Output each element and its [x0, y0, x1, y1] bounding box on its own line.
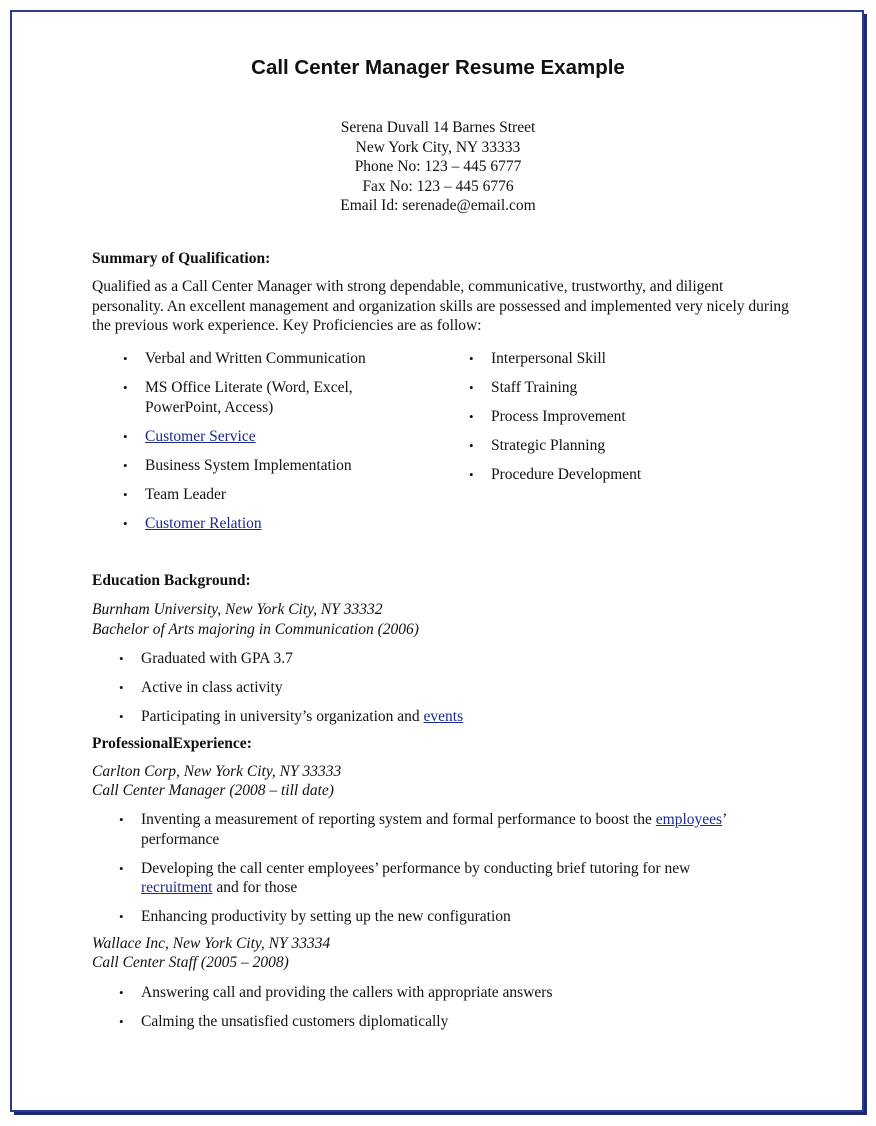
summary-paragraph: Qualified as a Call Center Manager with strong dependable, communicative, trustworthy, and diligent personality. An excellent management and organization skills are possessed and implemented very nicely during the previous work experience. Key Proficiencies are as follow:: [92, 278, 789, 334]
skills-right-list: [469, 349, 791, 485]
list-item: • Participating in university’s organization and events: [119, 708, 464, 725]
list-item: • Developing the call center employees’ performance by conducting brief tutoring for new recruitment and for those: [119, 859, 691, 896]
list-item: • Strategic Planning: [469, 437, 606, 454]
experience-heading: ProfessionalExperience:: [92, 735, 252, 752]
recruitment-link[interactable]: recruitment: [141, 879, 213, 896]
list-item: • Calming the unsatisfied customers diplomatically: [119, 1013, 449, 1030]
list-item: • Procedure Development: [469, 466, 642, 483]
list-item: • Enhancing productivity by setting up the new configuration: [119, 908, 511, 925]
list-item: • Inventing a measurement of reporting system and formal performance to boost the employees’ performance: [119, 811, 728, 848]
skills-left-list: [123, 349, 445, 533]
list-item: • Team Leader: [123, 485, 227, 503]
list-item: • Process Improvement: [469, 408, 626, 425]
job1-role: Call Center Manager (2008 – till date): [92, 782, 334, 799]
customer-service-link[interactable]: Customer Service: [145, 427, 256, 445]
contact-city: New York City, NY 33333: [355, 138, 521, 156]
list-item: • Verbal and Written Communication: [123, 350, 366, 367]
customer-relation-link[interactable]: Customer Relation: [145, 514, 262, 532]
job2-company: Wallace Inc, New York City, NY 33334: [92, 935, 331, 952]
list-item: • Staff Training: [469, 379, 578, 396]
list-item: • Interpersonal Skill: [469, 350, 606, 367]
education-list: [119, 649, 791, 727]
list-item: • Business System Implementation: [123, 456, 352, 474]
contact-name-address: Serena Duvall 14 Barnes Street: [340, 119, 536, 136]
job2-list: [119, 983, 801, 1032]
page-shadow-bottom: [14, 1112, 867, 1115]
list-item: • Graduated with GPA 3.7: [119, 650, 293, 667]
contact-email: Email Id: serenade@email.com: [340, 197, 536, 214]
education-heading: Education Background:: [92, 572, 251, 589]
education-degree: Bachelor of Arts majoring in Communication (2006): [92, 621, 419, 638]
job1-company: Carlton Corp, New York City, NY 33333: [92, 763, 342, 780]
contact-block: [0, 118, 876, 216]
list-item: • Active in class activity: [119, 679, 283, 696]
education-school: Burnham University, New York City, NY 33332: [92, 601, 383, 618]
events-link[interactable]: events: [423, 708, 464, 725]
list-item: • Customer Relation: [123, 514, 262, 532]
contact-phone: Phone No: 123 – 445 6777: [354, 158, 522, 175]
list-item: • Answering call and providing the callers with appropriate answers: [119, 984, 553, 1001]
document-title: Call Center Manager Resume Example: [251, 56, 625, 79]
list-item: • MS Office Literate (Word, Excel, PowerPoint, Access): [123, 379, 353, 416]
contact-fax: Fax No: 123 – 445 6776: [362, 177, 514, 195]
job2-role: Call Center Staff (2005 – 2008): [92, 954, 289, 971]
job1-list: [119, 810, 801, 927]
list-item: • Customer Service: [123, 427, 256, 445]
employees-link[interactable]: employees: [655, 811, 723, 828]
summary-heading: Summary of Qualification:: [92, 250, 271, 267]
